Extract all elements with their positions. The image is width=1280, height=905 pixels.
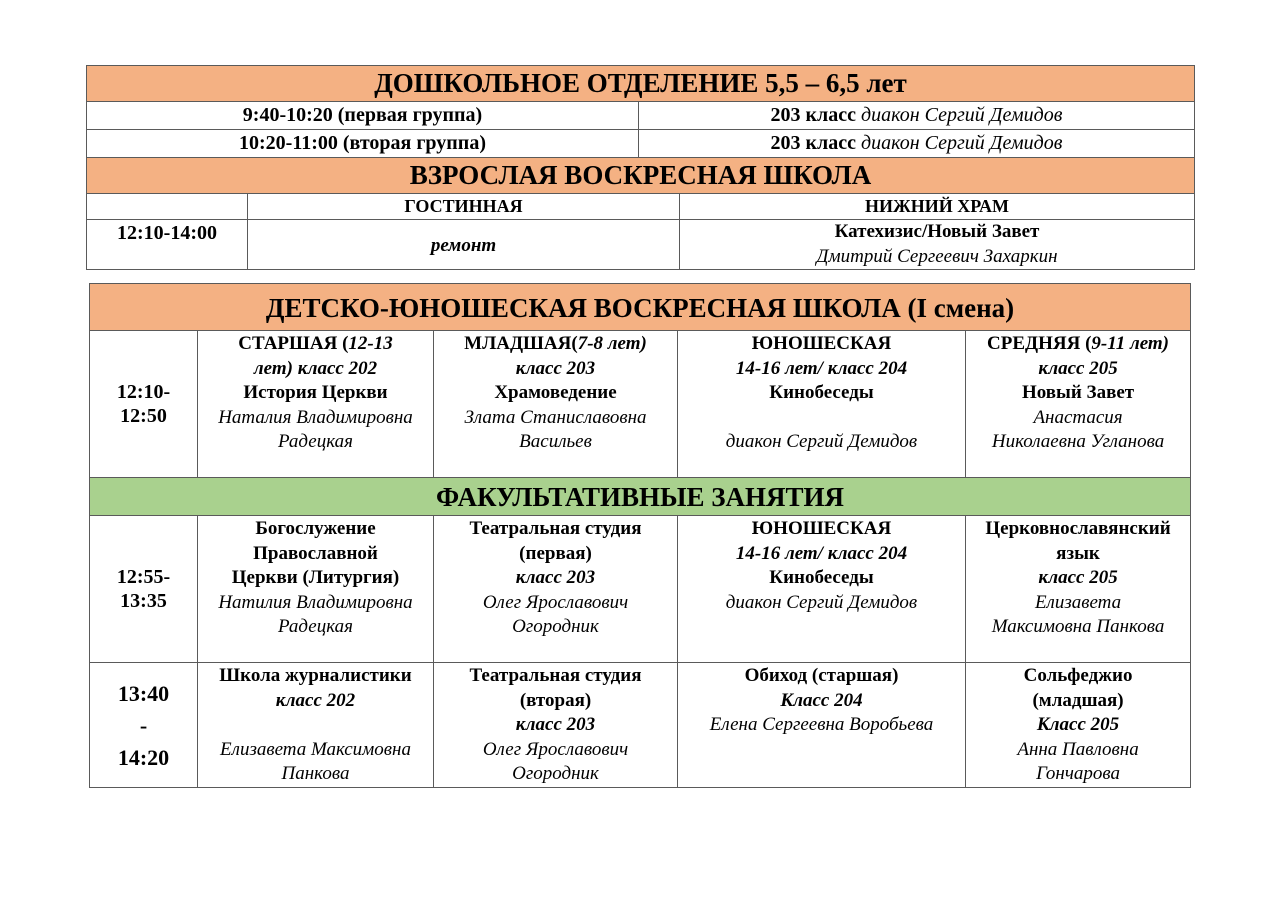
class-line: класс 202 xyxy=(275,689,356,711)
subject: История Церкви xyxy=(243,382,388,403)
electives-time xyxy=(90,663,198,788)
elective-cell xyxy=(966,663,1191,788)
teacher-line: Елизавета xyxy=(1034,591,1122,613)
class-line: класс 203 xyxy=(515,567,596,588)
subject-line: Богослужение xyxy=(255,518,376,539)
subject-line: Школа журналистики xyxy=(219,665,412,686)
adult-col-empty xyxy=(87,194,248,220)
group-name: СТАРШАЯ ( xyxy=(238,333,349,354)
teacher-line: Олег Ярославович xyxy=(482,738,629,760)
time-end: 12:50 xyxy=(120,405,167,427)
teacher-line: Радецкая xyxy=(278,616,353,637)
preschool-row xyxy=(87,130,1195,158)
adult-section-title: ВЗРОСЛАЯ ВОСКРЕСНАЯ ШКОЛА xyxy=(87,158,1195,194)
teacher-line: диакон Сергий Демидов xyxy=(725,591,918,613)
time-start: 13:40 xyxy=(117,680,170,706)
teacher-surname: Радецкая xyxy=(278,431,353,452)
adult-column-headers xyxy=(87,194,1195,220)
adult-row xyxy=(87,220,1195,270)
teacher-line: Анна Павловна xyxy=(1017,738,1139,760)
preschool-time: 9:40-10:20 (первая группа) xyxy=(87,102,639,130)
elective-cell xyxy=(434,663,678,788)
teacher-line: Елена Сергеевна Воробьева xyxy=(709,714,934,735)
preschool-section-title: ДОШКОЛЬНОЕ ОТДЕЛЕНИЕ 5,5 – 6,5 лет xyxy=(87,66,1195,102)
subject-line: Театральная студия xyxy=(469,665,642,686)
elective-cell xyxy=(966,516,1191,663)
adult-gostinaya-status: ремонт xyxy=(248,220,680,270)
elective-cell xyxy=(434,516,678,663)
teacher-name: диакон Сергий Демидов xyxy=(861,132,1063,154)
class-line: класс 203 xyxy=(515,714,596,735)
group-class: лет) класс 202 xyxy=(253,357,378,379)
teacher-line: Огородник xyxy=(512,763,599,784)
subject-line: Церкви (Литургия) xyxy=(231,567,400,588)
elective-cell xyxy=(198,516,434,663)
teacher-surname: Николаевна Угланова xyxy=(991,431,1165,452)
adult-col-lower-church: НИЖНИЙ ХРАМ xyxy=(680,194,1195,220)
subject: Катехизис/Новый Завет xyxy=(834,221,1040,242)
subject-line: Кинобеседы xyxy=(769,567,874,588)
subject-line: (вторая) xyxy=(519,689,592,711)
youth-row xyxy=(90,331,1191,478)
teacher-line: Панкова xyxy=(281,763,350,784)
subject-line: Театральная студия xyxy=(469,518,642,539)
time-end: 13:35 xyxy=(120,590,167,612)
electives-row-1 xyxy=(90,516,1191,663)
adult-lower-church-cell xyxy=(680,220,1195,270)
teacher-name: диакон Сергий Демидов xyxy=(861,104,1063,126)
youth-cell-junior xyxy=(434,331,678,478)
time-end: 14:20 xyxy=(117,744,170,770)
elective-cell xyxy=(198,663,434,788)
subject-line: (младшая) xyxy=(1032,689,1124,711)
subject-line: Обиход (старшая) xyxy=(744,665,899,686)
subject-line: Православной xyxy=(253,542,378,564)
youth-cell-youth xyxy=(678,331,966,478)
teacher-line: Гончарова xyxy=(1036,763,1120,784)
time-separator: - xyxy=(139,712,148,738)
group-age: 12-13 xyxy=(348,333,393,354)
teacher-name: Наталия Владимировна xyxy=(218,406,413,428)
electives-section-title: ФАКУЛЬТАТИВНЫЕ ЗАНЯТИЯ xyxy=(90,478,1191,516)
teacher-line: Огородник xyxy=(512,616,599,637)
subject-line: ЮНОШЕСКАЯ xyxy=(751,518,892,539)
group-age: 9-11 лет) xyxy=(1091,333,1169,354)
adult-col-gostinaya: ГОСТИННАЯ xyxy=(248,194,680,220)
subject-line: язык xyxy=(1056,542,1100,564)
teacher-name xyxy=(678,406,965,431)
teacher-surname: Васильев xyxy=(519,431,592,452)
group-class: класс 203 xyxy=(515,357,596,379)
preschool-room-teacher xyxy=(639,102,1195,130)
youth-section-title: ДЕТСКО-ЮНОШЕСКАЯ ВОСКРЕСНАЯ ШКОЛА (I смена) xyxy=(90,284,1191,331)
group-class: 14-16 лет/ класс 204 xyxy=(735,357,908,379)
subject-line: Церковнославянский xyxy=(985,518,1171,539)
teacher-name: Злата Станиславовна xyxy=(464,406,647,428)
youth-cell-middle xyxy=(966,331,1191,478)
teacher-line xyxy=(198,713,433,738)
teacher-line: Елизавета Максимовна xyxy=(220,738,411,760)
youth-time xyxy=(90,331,198,478)
class-line: класс 205 xyxy=(1038,567,1118,588)
youth-cell-senior xyxy=(198,331,434,478)
class-line: Класс 204 xyxy=(780,689,863,711)
youth-school-schedule-table xyxy=(89,283,1191,788)
subject: Новый Завет xyxy=(1021,382,1135,403)
preschool-adult-schedule-table xyxy=(86,65,1195,270)
subject-line: (первая) xyxy=(519,542,592,564)
subject: Кинобеседы xyxy=(769,382,874,403)
group-age: 7-8 лет) xyxy=(577,333,647,354)
teacher-line: Олег Ярославович xyxy=(482,591,629,613)
teacher-line: Натилия Владимировна xyxy=(218,591,413,613)
time-start: 12:55- xyxy=(116,565,171,588)
room-label: 203 класс xyxy=(770,104,857,126)
elective-cell xyxy=(678,663,966,788)
teacher-line: Максимовна Панкова xyxy=(991,616,1165,637)
preschool-row xyxy=(87,102,1195,130)
electives-time xyxy=(90,516,198,663)
electives-row-2 xyxy=(90,663,1191,788)
teacher-surname: диакон Сергий Демидов xyxy=(725,431,918,452)
group-name: МЛАДШАЯ( xyxy=(464,333,578,354)
subject-line: Сольфеджио xyxy=(1023,665,1133,686)
teacher-name: Дмитрий Сергеевич Захаркин xyxy=(816,245,1058,267)
subject: Храмоведение xyxy=(494,382,617,403)
class-line: Класс 205 xyxy=(1036,714,1120,735)
group-name: ЮНОШЕСКАЯ xyxy=(751,333,892,354)
group-name: СРЕДНЯЯ ( xyxy=(987,333,1092,354)
adult-time: 12:10-14:00 xyxy=(87,220,248,270)
teacher-name: Анастасия xyxy=(1033,406,1123,428)
group-class: класс 205 xyxy=(1038,357,1118,379)
preschool-room-teacher xyxy=(639,130,1195,158)
room-label: 203 класс xyxy=(770,132,857,154)
preschool-time: 10:20-11:00 (вторая группа) xyxy=(87,130,639,158)
time-start: 12:10- xyxy=(116,380,171,403)
elective-cell xyxy=(678,516,966,663)
class-line: 14-16 лет/ класс 204 xyxy=(735,542,908,564)
